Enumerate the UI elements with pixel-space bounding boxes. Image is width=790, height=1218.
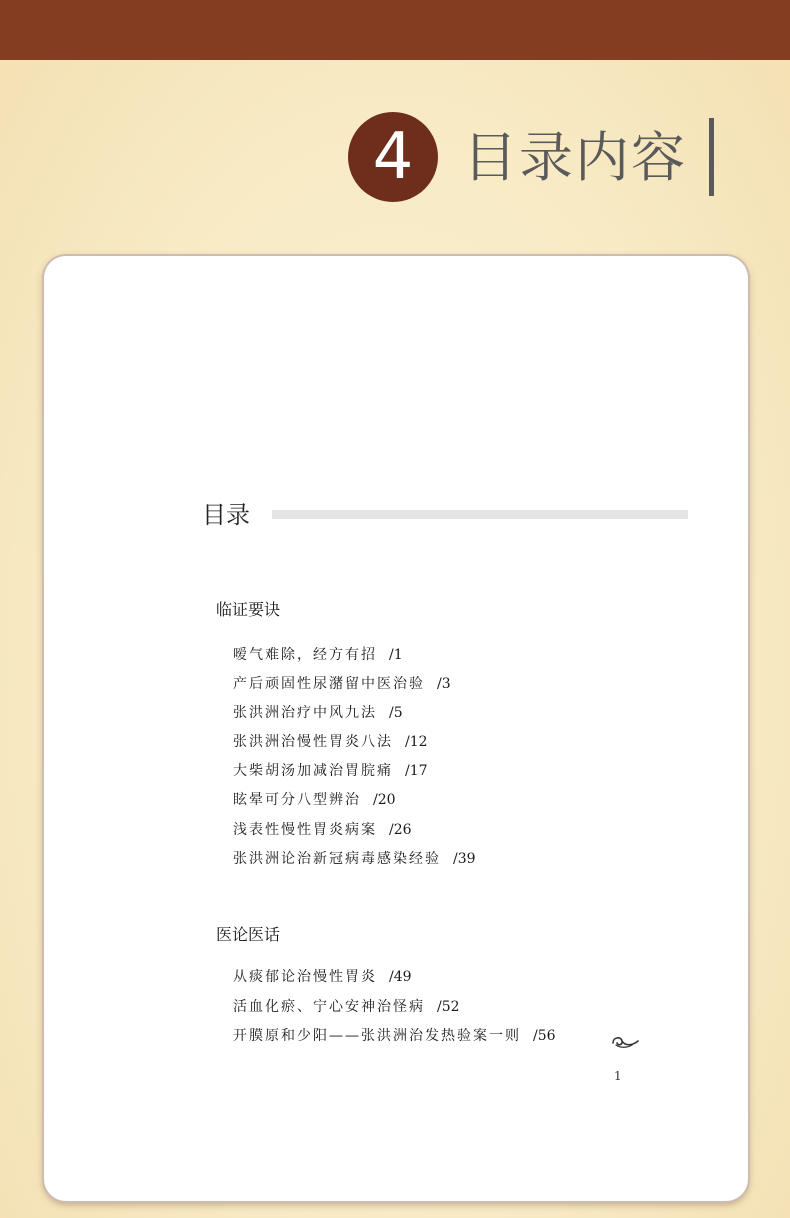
- toc-entry-title: 从痰郁论治慢性胃炎: [233, 969, 377, 985]
- toc-entry: [233, 821, 412, 839]
- toc-entry-title: 活血化瘀、宁心安神治怪病: [233, 999, 425, 1015]
- toc-entry-title: 眩晕可分八型辨治: [233, 792, 361, 808]
- toc-entry-page: /56: [533, 1028, 556, 1044]
- section-heading-1: 临证要诀: [216, 600, 281, 619]
- section-title: 目录内容: [463, 126, 687, 189]
- toc-entry-page: /5: [389, 705, 403, 721]
- page-number: 1: [614, 1069, 622, 1083]
- section-heading-2: 医论医话: [216, 925, 281, 944]
- toc-entry: [233, 998, 460, 1016]
- toc-entry: [233, 1027, 556, 1045]
- toc-entry-title: 大柴胡汤加减治胃脘痛: [233, 763, 393, 779]
- book-page: [44, 256, 748, 1201]
- toc-entry: [233, 646, 403, 664]
- toc-entry-page: /26: [389, 822, 412, 838]
- toc-entry-page: /20: [373, 792, 396, 808]
- header: [0, 112, 790, 204]
- toc-entry-page: /12: [405, 734, 428, 750]
- toc-entry-title: 浅表性慢性胃炎病案: [233, 822, 377, 838]
- toc-title-rule: [272, 510, 688, 519]
- toc-entry: [233, 733, 428, 751]
- toc-entry-title: 张洪洲治疗中风九法: [233, 705, 377, 721]
- toc-entry: [233, 791, 396, 809]
- toc-entry-page: /39: [453, 851, 476, 867]
- toc-entry: [233, 850, 476, 868]
- toc-entry-page: /3: [437, 676, 451, 692]
- toc-entry: [233, 675, 451, 693]
- toc-entry-title: 产后顽固性尿潴留中医治验: [233, 676, 425, 692]
- toc-entry-page: /49: [389, 969, 412, 985]
- top-band: [0, 0, 790, 60]
- toc-entry-title: 张洪洲论治新冠病毒感染经验: [233, 851, 441, 867]
- toc-entry: [233, 762, 428, 780]
- toc-entry-title: 嗳气难除，经方有招: [233, 647, 377, 663]
- toc-title: 目录: [202, 501, 250, 529]
- toc-entry-title: 张洪洲治慢性胃炎八法: [233, 734, 393, 750]
- section-number-badge: 4: [348, 112, 438, 202]
- toc-entry-page: /1: [389, 647, 403, 663]
- toc-entry-title: 开膜原和少阳——张洪洲治发热验案一则: [233, 1028, 521, 1044]
- toc-entry-page: /52: [437, 999, 460, 1015]
- title-divider: [709, 118, 714, 196]
- cloud-scroll-icon: [610, 1032, 640, 1050]
- toc-entry: [233, 968, 412, 986]
- toc-entry: [233, 704, 403, 722]
- toc-entry-page: /17: [405, 763, 428, 779]
